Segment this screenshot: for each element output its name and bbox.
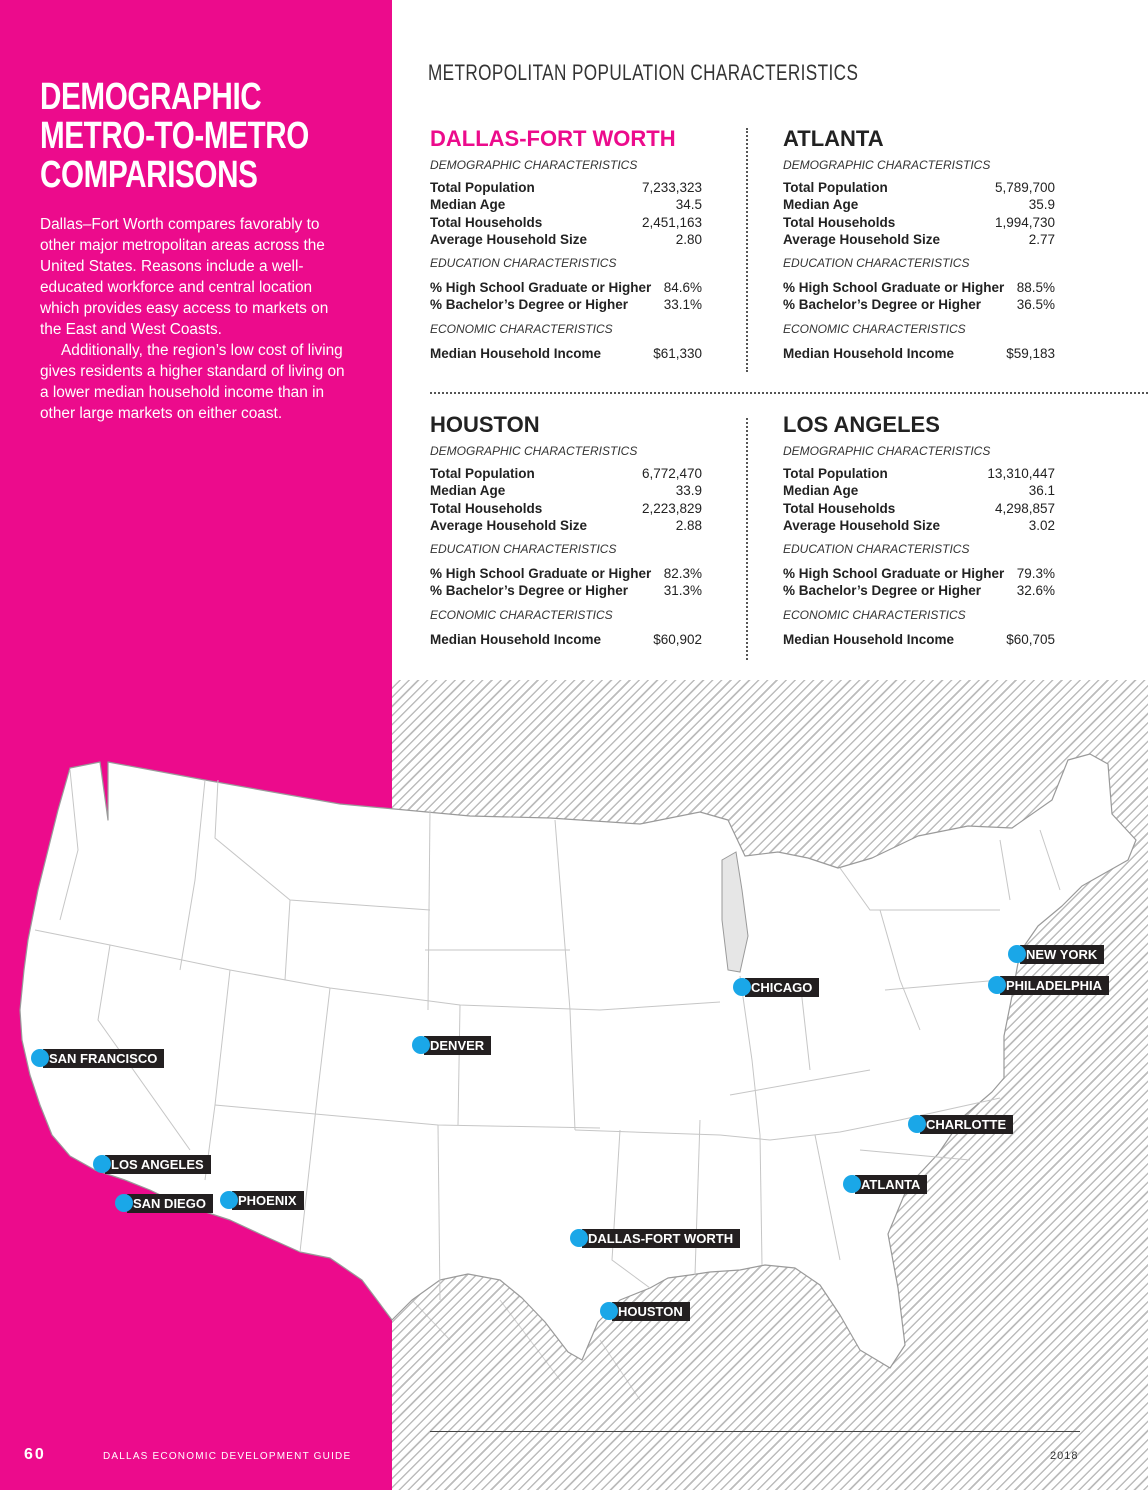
subhead-education: EDUCATION CHARACTERISTICS bbox=[430, 542, 617, 557]
stat-label: % High School Graduate or Higher bbox=[783, 566, 1005, 582]
city-marker-los-angeles[interactable] bbox=[93, 1154, 211, 1174]
stat-value: $60,705 bbox=[1006, 631, 1055, 647]
stat-value: 36.1 bbox=[1028, 483, 1055, 499]
stat-row bbox=[783, 482, 1055, 499]
stat-row bbox=[430, 482, 702, 499]
city-label: SAN FRANCISCO bbox=[43, 1049, 164, 1068]
city-marker-phoenix[interactable] bbox=[220, 1190, 304, 1210]
metro-name: ATLANTA bbox=[783, 126, 884, 151]
location-pin-icon bbox=[600, 1302, 618, 1320]
location-pin-icon bbox=[31, 1049, 49, 1067]
stat-label: Total Population bbox=[430, 466, 535, 481]
stat-row bbox=[783, 231, 1055, 248]
stat-row bbox=[430, 565, 702, 582]
city-marker-houston[interactable] bbox=[600, 1301, 690, 1321]
stat-label: % Bachelor’s Degree or Higher bbox=[783, 297, 982, 313]
stat-value: 35.9 bbox=[1028, 197, 1055, 213]
stat-value: 36.5% bbox=[1016, 297, 1055, 313]
stat-value: 32.6% bbox=[1016, 583, 1055, 599]
stat-row bbox=[430, 179, 702, 196]
stat-label: Total Population bbox=[783, 180, 888, 195]
page-title bbox=[40, 76, 309, 196]
subhead-demographic: DEMOGRAPHIC CHARACTERISTICS bbox=[430, 444, 638, 458]
city-marker-denver[interactable] bbox=[412, 1035, 491, 1055]
stat-row bbox=[783, 565, 1055, 582]
city-label: SAN DIEGO bbox=[127, 1194, 213, 1213]
title-line: DEMOGRAPHIC bbox=[40, 76, 262, 118]
stat-row bbox=[430, 345, 702, 362]
row-divider bbox=[430, 392, 1148, 394]
stat-value: 88.5% bbox=[1016, 280, 1055, 296]
title-line: METRO-TO-METRO bbox=[40, 115, 309, 157]
stat-value: 3.02 bbox=[1028, 517, 1055, 533]
stat-value: $61,330 bbox=[653, 345, 702, 361]
stat-value: 84.6% bbox=[663, 280, 702, 296]
city-label: LOS ANGELES bbox=[105, 1155, 211, 1174]
intro-paragraph: Additionally, the region’s low cost of living gives residents a higher standard of living on a lower median household income than in other large markets on either coast. bbox=[40, 342, 345, 422]
stat-value: 31.3% bbox=[663, 583, 702, 599]
city-marker-atlanta[interactable] bbox=[843, 1174, 927, 1194]
city-label: NEW YORK bbox=[1020, 945, 1104, 964]
stat-row bbox=[430, 214, 702, 231]
subhead-demographic: DEMOGRAPHIC CHARACTERISTICS bbox=[430, 158, 638, 172]
stat-label: Median Household Income bbox=[430, 631, 602, 647]
us-map bbox=[0, 740, 1148, 1460]
stat-value: 2.88 bbox=[675, 517, 702, 533]
stat-label: Average Household Size bbox=[783, 517, 941, 533]
subhead-economic: ECONOMIC CHARACTERISTICS bbox=[783, 321, 966, 336]
stat-value: 1,994,730 bbox=[994, 214, 1055, 230]
metro-name: HOUSTON bbox=[430, 412, 540, 437]
stat-label: % High School Graduate or Higher bbox=[430, 566, 652, 582]
stat-row bbox=[430, 582, 702, 599]
stat-label: Median Household Income bbox=[430, 345, 602, 361]
stat-value: 6,772,470 bbox=[641, 466, 702, 481]
city-label: CHARLOTTE bbox=[920, 1115, 1013, 1134]
stat-label: Total Population bbox=[783, 466, 888, 481]
publication-year: 2018 bbox=[1050, 1450, 1079, 1462]
city-label: DENVER bbox=[424, 1036, 491, 1055]
stat-label: Total Households bbox=[430, 500, 543, 516]
footer-rule bbox=[430, 1431, 1080, 1432]
metro-block-dallas-fort-worth bbox=[430, 126, 702, 362]
stat-row bbox=[783, 500, 1055, 517]
city-label: DALLAS-FORT WORTH bbox=[582, 1229, 740, 1248]
city-marker-new-york[interactable] bbox=[1008, 944, 1104, 964]
stat-value: 5,789,700 bbox=[994, 180, 1055, 195]
location-pin-icon bbox=[570, 1229, 588, 1247]
location-pin-icon bbox=[843, 1175, 861, 1193]
stat-label: Median Age bbox=[430, 483, 506, 499]
city-label: CHICAGO bbox=[745, 978, 819, 997]
stat-row bbox=[783, 179, 1055, 196]
city-marker-chicago[interactable] bbox=[733, 977, 819, 997]
stat-row bbox=[783, 196, 1055, 213]
location-pin-icon bbox=[93, 1155, 111, 1173]
subhead-demographic: DEMOGRAPHIC CHARACTERISTICS bbox=[783, 444, 991, 458]
stat-row bbox=[783, 517, 1055, 534]
page-number: 60 bbox=[24, 1446, 46, 1463]
column-divider bbox=[746, 418, 748, 660]
stat-label: Median Age bbox=[430, 197, 506, 213]
stat-value: 4,298,857 bbox=[994, 500, 1055, 516]
stat-row bbox=[783, 582, 1055, 599]
city-label: PHOENIX bbox=[232, 1191, 304, 1210]
subhead-education: EDUCATION CHARACTERISTICS bbox=[783, 256, 970, 271]
stat-value: $59,183 bbox=[1006, 345, 1055, 361]
stat-label: % High School Graduate or Higher bbox=[783, 280, 1005, 296]
stat-value: 82.3% bbox=[663, 566, 702, 582]
stat-value: 34.5 bbox=[675, 197, 702, 213]
subhead-economic: ECONOMIC CHARACTERISTICS bbox=[430, 607, 613, 622]
stat-label: Total Population bbox=[430, 180, 535, 195]
stat-row bbox=[430, 517, 702, 534]
stat-row bbox=[783, 631, 1055, 648]
stat-row bbox=[430, 500, 702, 517]
stat-label: Total Households bbox=[430, 214, 543, 230]
stat-label: Median Household Income bbox=[783, 631, 955, 647]
city-marker-san-diego[interactable] bbox=[115, 1193, 213, 1213]
location-pin-icon bbox=[115, 1194, 133, 1212]
stat-row bbox=[783, 296, 1055, 313]
subhead-education: EDUCATION CHARACTERISTICS bbox=[783, 542, 970, 557]
city-label: PHILADELPHIA bbox=[1000, 976, 1109, 995]
location-pin-icon bbox=[412, 1036, 430, 1054]
metro-name: DALLAS-FORT WORTH bbox=[430, 126, 676, 151]
city-label: ATLANTA bbox=[855, 1175, 927, 1194]
subhead-economic: ECONOMIC CHARACTERISTICS bbox=[430, 321, 613, 336]
metro-block-atlanta bbox=[783, 126, 1055, 362]
stat-value: 2,223,829 bbox=[641, 500, 702, 516]
stat-row bbox=[783, 214, 1055, 231]
stat-value: 13,310,447 bbox=[987, 466, 1055, 481]
location-pin-icon bbox=[908, 1115, 926, 1133]
stat-row bbox=[430, 296, 702, 313]
city-label: HOUSTON bbox=[612, 1302, 690, 1321]
publication-name: DALLAS ECONOMIC DEVELOPMENT GUIDE bbox=[103, 1451, 352, 1462]
column-divider bbox=[746, 128, 748, 372]
metro-name: LOS ANGELES bbox=[783, 412, 940, 437]
metro-block-houston bbox=[430, 412, 702, 648]
stat-row bbox=[783, 465, 1055, 482]
stat-row bbox=[430, 465, 702, 482]
stat-value: 2.77 bbox=[1028, 231, 1055, 247]
stat-label: Average Household Size bbox=[783, 231, 941, 247]
stat-label: Median Age bbox=[783, 197, 859, 213]
stat-row bbox=[430, 279, 702, 296]
subhead-demographic: DEMOGRAPHIC CHARACTERISTICS bbox=[783, 158, 991, 172]
stat-value: 33.9 bbox=[675, 483, 702, 499]
intro-text bbox=[40, 214, 350, 424]
stat-label: % High School Graduate or Higher bbox=[430, 280, 652, 296]
stat-label: Median Age bbox=[783, 483, 859, 499]
stat-value: 33.1% bbox=[663, 297, 702, 313]
city-marker-philadelphia[interactable] bbox=[988, 975, 1109, 995]
stat-label: % Bachelor’s Degree or Higher bbox=[430, 583, 629, 599]
subhead-economic: ECONOMIC CHARACTERISTICS bbox=[783, 607, 966, 622]
stat-label: Average Household Size bbox=[430, 517, 588, 533]
stat-label: % Bachelor’s Degree or Higher bbox=[783, 583, 982, 599]
stat-value: 2.80 bbox=[675, 231, 702, 247]
location-pin-icon bbox=[1008, 945, 1026, 963]
location-pin-icon bbox=[733, 978, 751, 996]
stat-value: 7,233,323 bbox=[641, 180, 702, 195]
title-line: COMPARISONS bbox=[40, 154, 258, 196]
stat-value: $60,902 bbox=[653, 631, 702, 647]
stat-label: Total Households bbox=[783, 500, 896, 516]
location-pin-icon bbox=[988, 976, 1006, 994]
stat-value: 79.3% bbox=[1016, 566, 1055, 582]
stat-row bbox=[430, 231, 702, 248]
city-marker-san-francisco[interactable] bbox=[31, 1048, 164, 1068]
stat-row bbox=[783, 345, 1055, 362]
stat-label: Average Household Size bbox=[430, 231, 588, 247]
stat-value: 2,451,163 bbox=[641, 214, 702, 230]
city-marker-dallas-fort-worth[interactable] bbox=[570, 1228, 740, 1248]
metro-block-los-angeles bbox=[783, 412, 1055, 648]
subhead-education: EDUCATION CHARACTERISTICS bbox=[430, 256, 617, 271]
stat-label: % Bachelor’s Degree or Higher bbox=[430, 297, 629, 313]
city-marker-charlotte[interactable] bbox=[908, 1114, 1013, 1134]
stat-row bbox=[783, 279, 1055, 296]
us-landmass bbox=[20, 754, 1136, 1368]
stat-row bbox=[430, 196, 702, 213]
stat-label: Median Household Income bbox=[783, 345, 955, 361]
location-pin-icon bbox=[220, 1191, 238, 1209]
section-title: METROPOLITAN POPULATION CHARACTERISTICS bbox=[428, 60, 859, 85]
intro-paragraph: Dallas–Fort Worth compares favorably to other major metropolitan areas across the United States. Reasons include a well-educated workforce and central location which provides easy access to markets on the East and West Coasts. bbox=[40, 216, 329, 338]
stat-label: Total Households bbox=[783, 214, 896, 230]
stat-row bbox=[430, 631, 702, 648]
